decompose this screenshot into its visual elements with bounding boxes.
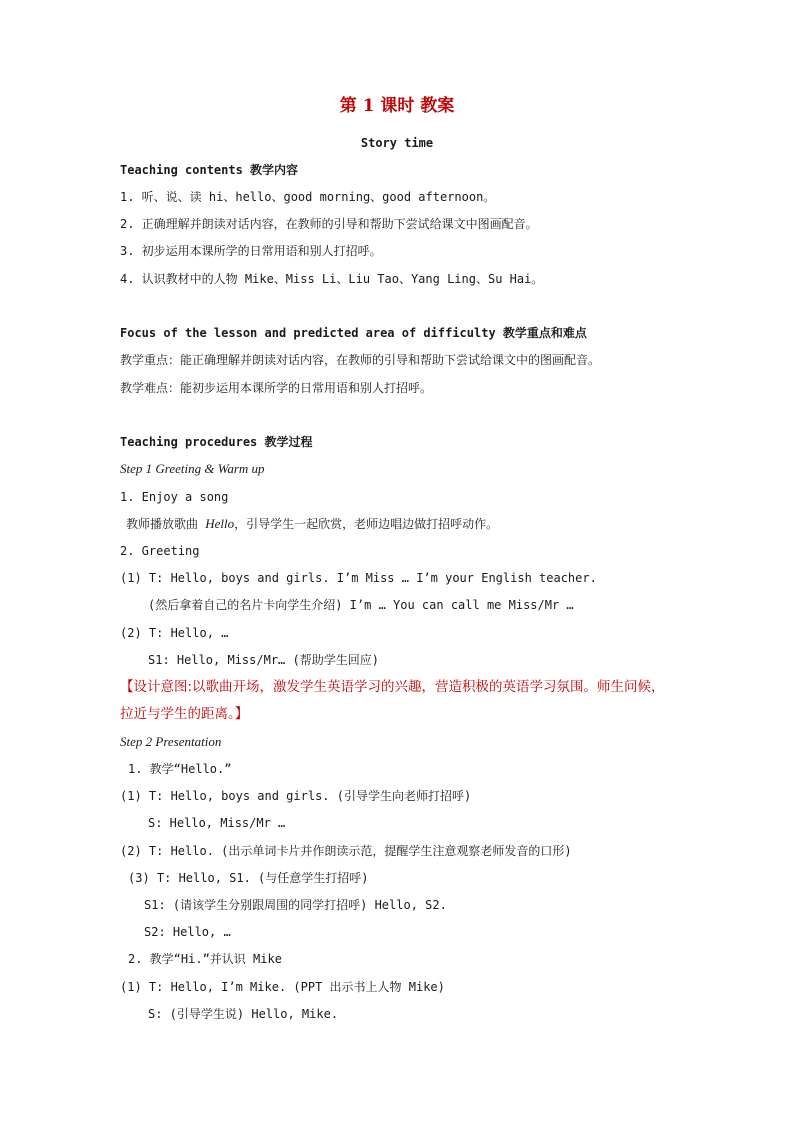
step1-greeting-title: 2. Greeting bbox=[120, 544, 200, 558]
contents-item: 3. 初步运用本课所学的日常用语和别人打招呼。 bbox=[120, 244, 382, 258]
design-intent-line2: 拉近与学生的距离。】 bbox=[120, 706, 249, 722]
step1-g2b: S1: Hello, Miss/Mr… (帮助学生回应) bbox=[148, 653, 379, 667]
step1-g1: (1) T: Hello, boys and girls. I’m Miss … I’m your English teacher. bbox=[120, 571, 597, 585]
step1-song-title: 1. Enjoy a song bbox=[120, 490, 229, 504]
step2-heading: Step 2 Presentation bbox=[120, 734, 222, 749]
step2-a3: (3) T: Hello, S1. (与任意学生打招呼) bbox=[128, 871, 369, 885]
procedures-heading: Teaching procedures 教学过程 bbox=[120, 435, 313, 449]
step2-a3c: S2: Hello, … bbox=[144, 925, 231, 939]
step2-a2: (2) T: Hello. (出示单词卡片并作朗读示范，提醒学生注意观察老师发音的口形) bbox=[120, 844, 572, 858]
design-intent-line1: 【设计意图:以歌曲开场，激发学生英语学习的兴趣，营造积极的英语学习氛围。师生问候， bbox=[120, 679, 665, 695]
page-subtitle: Story time bbox=[360, 136, 434, 150]
step2-b1b: S: (引导学生说) Hello, Mike. bbox=[148, 1007, 339, 1021]
step2-b1: (1) T: Hello, I’m Mike. (PPT 出示书上人物 Mike) bbox=[120, 980, 445, 994]
contents-heading: Teaching contents 教学内容 bbox=[120, 163, 299, 177]
step1-heading: Step 1 Greeting & Warm up bbox=[120, 461, 265, 476]
contents-item: 4. 认识教材中的人物 Mike、Miss Li、Liu Tao、Yang Ling、Su Hai。 bbox=[120, 272, 544, 286]
song-desc-pre: 教师播放歌曲 bbox=[126, 517, 206, 531]
page-title: 第 1 课时 教案 bbox=[339, 96, 455, 116]
focus-heading: Focus of the lesson and predicted area of difficulty 教学重点和难点 bbox=[120, 326, 587, 340]
song-name: Hello bbox=[205, 516, 235, 531]
step1-song-desc bbox=[126, 516, 498, 532]
step2-t2: 2. 教学“Hi.”并认识 Mike bbox=[128, 952, 282, 966]
contents-item: 1. 听、说、读 hi、hello、good morning、good afternoon。 bbox=[120, 190, 496, 204]
step2-a3b: S1: (请该学生分别跟周围的同学打招呼) Hello, S2. bbox=[144, 898, 447, 912]
step2-a1: (1) T: Hello, boys and girls. (引导学生向老师打招呼) bbox=[120, 789, 472, 803]
step2-a1b: S: Hello, Miss/Mr … bbox=[148, 816, 286, 830]
contents-item: 2. 正确理解并朗读对话内容，在教师的引导和帮助下尝试给课文中图画配音。 bbox=[120, 217, 538, 231]
step1-g2: (2) T: Hello, … bbox=[120, 626, 229, 640]
step2-t1: 1. 教学“Hello.” bbox=[128, 762, 232, 776]
step1-g1b: (然后拿着自己的名片卡向学生介绍) I’m … You can call me Miss/Mr … bbox=[148, 598, 574, 612]
focus-key: 教学重点：能正确理解并朗读对话内容，在教师的引导和帮助下尝试给课文中的图画配音。 bbox=[120, 353, 601, 367]
song-desc-post: ，引导学生一起欣赏，老师边唱边做打招呼动作。 bbox=[234, 517, 499, 531]
focus-difficulty: 教学难点：能初步运用本课所学的日常用语和别人打招呼。 bbox=[120, 381, 433, 395]
